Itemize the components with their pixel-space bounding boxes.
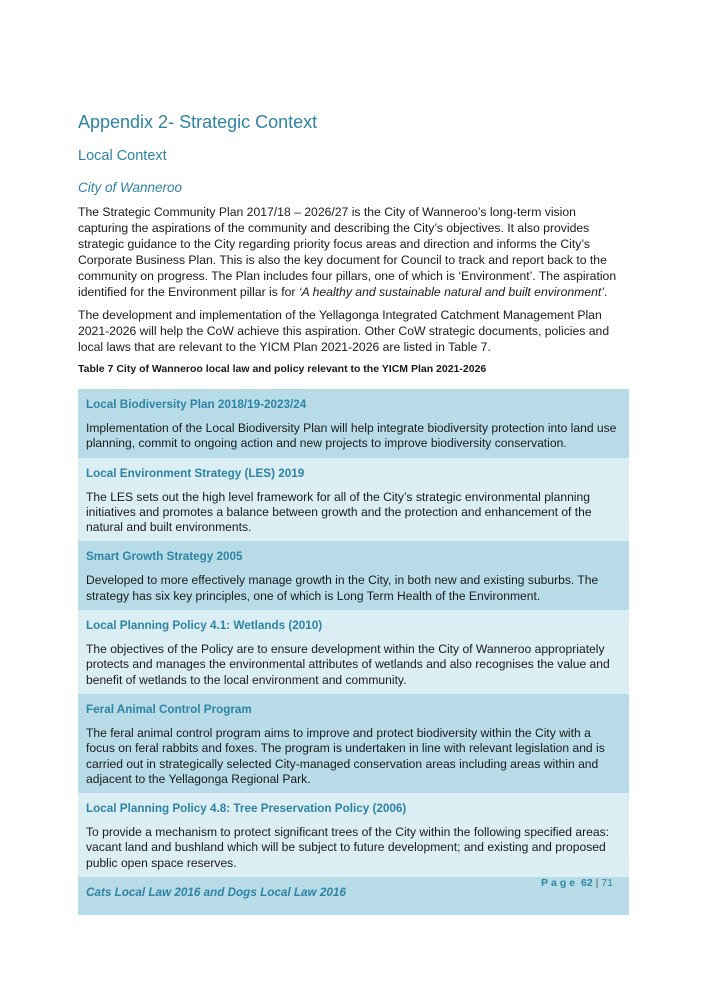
row-description: Developed to more effectively manage growth in the City, in both new and existing suburbs. The strategy has six key principles, one of which is Long Term Health of the Environment.	[86, 573, 599, 603]
row-description: To provide a mechanism to protect significant trees of the City within the following specified areas: vacant land and bushland which will be subject to future development; and existing and proposed public open space reserves.	[86, 825, 609, 870]
table-row	[78, 694, 629, 793]
table-row	[78, 793, 629, 877]
appendix-heading: Appendix 2- Strategic Context	[78, 112, 318, 132]
paragraph-strategic-plan-end: .	[603, 284, 608, 299]
row-title: Local Biodiversity Plan 2018/19-2023/24	[86, 398, 307, 411]
table-row	[78, 389, 629, 458]
row-title: Cats Local Law 2016 and Dogs Local Law 2016	[86, 886, 346, 900]
paragraph-strategic-plan-text: The Strategic Community Plan 2017/18 – 2026/27 is the City of Wanneroo’s long-term vision capturing the aspirations of the community and describing the City’s objectives. It also provides strategic guidance to the City regarding priority focus areas and direction and informs the City’s Corporate Business Plan. This is also the key document for Council to track and report back to the community on progress. The Plan includes four pillars, one of which is ‘Environment’. The aspiration identified for the Environment pillar is for	[78, 205, 617, 299]
row-description: The feral animal control program aims to improve and protect biodiversity within the City with a focus on feral rabbits and foxes. The program is undertaken in line with relevant legislation and is carried out in strategically selected City-managed conservation areas including areas within and adjacent to the Yellagonga Regional Park.	[86, 725, 605, 786]
row-title: Local Environment Strategy (LES) 2019	[86, 466, 305, 480]
table-row	[78, 541, 629, 610]
paragraph-strategic-plan	[78, 205, 629, 300]
paragraph-yicm: The development and implementation of the Yellagonga Integrated Catchment Management Plan 2021-2026 will help the CoW achieve this aspiration. Other CoW strategic documents, policies and local laws that are relevant to the YICM Plan 2021-2026 are listed in Table 7.	[78, 308, 610, 354]
page-separator: |	[595, 877, 599, 889]
row-title: Local Planning Policy 4.1: Wetlands (2010)	[86, 619, 323, 633]
row-description: The objectives of the Policy are to ensure development within the City of Wanneroo appropriately protects and manages the environmental attributes of wetlands and also recognises the value and benefit of wetlands to the local environment and community.	[86, 642, 610, 687]
row-title: Smart Growth Strategy 2005	[86, 550, 243, 564]
subsection-heading: City of Wanneroo	[78, 180, 183, 195]
row-description: The LES sets out the high level framework for all of the City’s strategic environmental planning initiatives and promotes a balance between growth and the protection and enhancement of the natural and built environments.	[86, 489, 592, 535]
page-label: Page	[541, 877, 579, 889]
section-subheading: Local Context	[78, 148, 167, 164]
row-title: Feral Animal Control Program	[86, 702, 252, 716]
row-description: Implementation of the Local Biodiversity Plan will help integrate biodiversity protection into land use planning, commit to ongoing action and new projects to improve biodiversity conservation.	[86, 421, 617, 451]
row-title: Local Planning Policy 4.8: Tree Preservation Policy (2006)	[86, 802, 407, 816]
table-row	[78, 610, 629, 694]
table-caption: Table 7 City of Wanneroo local law and policy relevant to the YICM Plan 2021-2026	[78, 363, 487, 375]
paragraph-strategic-plan-emphasis: ‘A healthy and sustainable natural and built environment’	[298, 284, 604, 299]
page-footer	[541, 877, 613, 889]
page-total: 71	[601, 877, 613, 889]
page-number: 62	[581, 877, 593, 889]
table-row	[78, 458, 629, 542]
